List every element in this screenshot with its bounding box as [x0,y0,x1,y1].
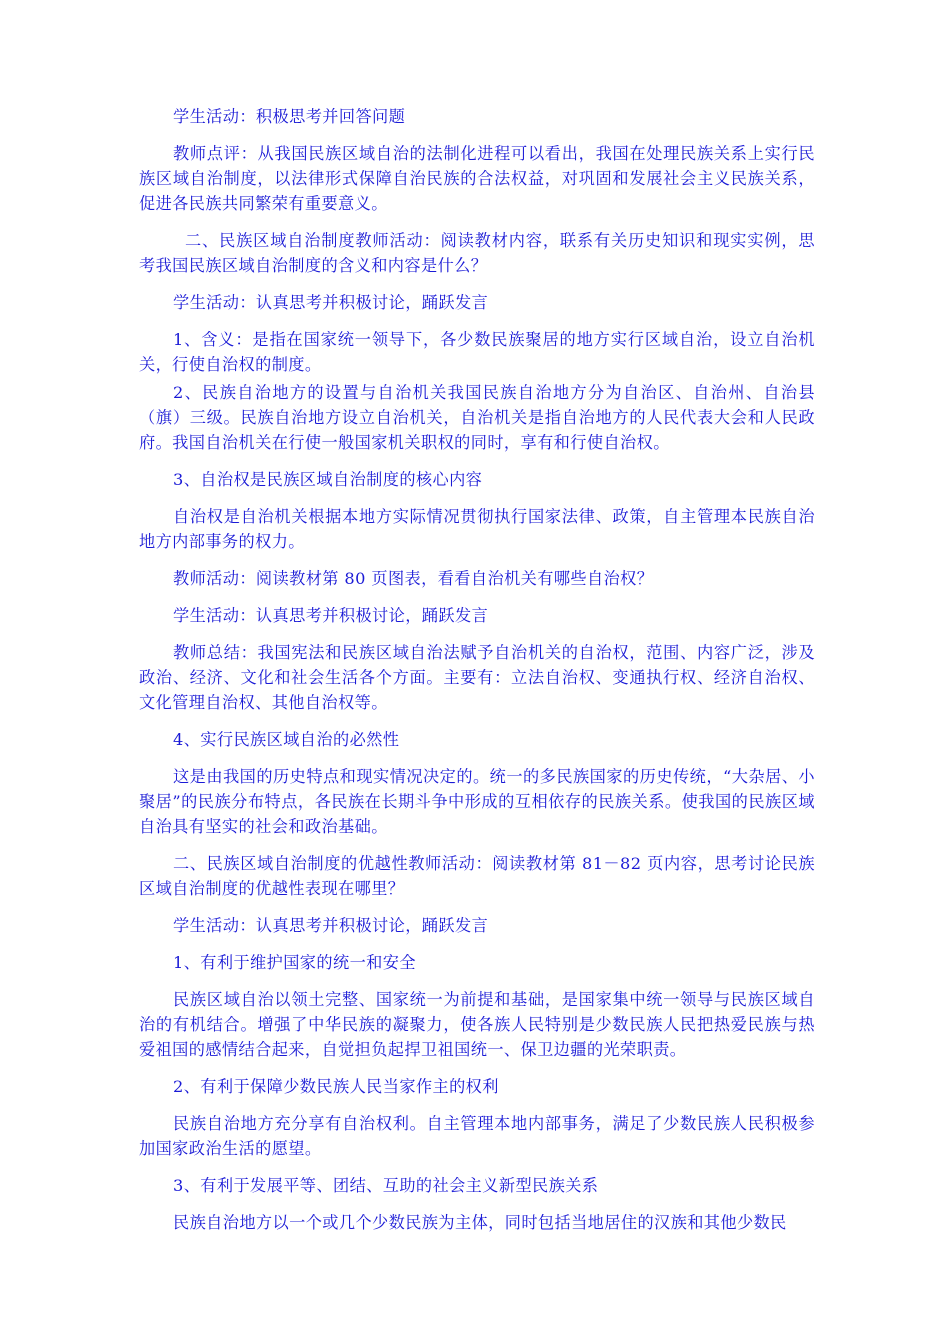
paragraph-unity-body: 民族区域自治以领土完整、国家统一为前提和基础，是国家集中统一领导与民族区域自治的有机结合。增强了中华民族的凝聚力，使各族人民特别是少数民族人民把热爱民族与热爱祖国的感情结合起来，自觉担负起捍卫祖国统一、保卫边疆的光荣职责。 [139,990,815,1059]
paragraph-necessity-heading: 4、实行民族区域自治的必然性 [173,730,400,749]
paragraph-rights-heading: 2、有利于保障少数民族人民当家作主的权利 [173,1077,499,1096]
paragraph-autonomous-areas: 2、民族自治地方的设置与自治机关我国民族自治地方分为自治区、自治州、自治县（旗）三级。民族自治地方设立自治机关，自治机关是指自治地方的人民代表大会和人民政府。我国自治机关在行使一般国家机关职权的同时，享有和行使自治权。 [139,383,815,452]
paragraph-student-activity-2: 学生活动：认真思考并积极讨论，踊跃发言 [173,293,489,312]
paragraph-student-activity-1: 学生活动：积极思考并回答问题 [173,107,406,126]
document-body [139,104,815,1235]
section-heading-system: 二、民族区域自治制度教师活动：阅读教材内容，联系有关历史知识和现实实例，思考我国民族区域自治制度的含义和内容是什么？ [139,231,815,275]
paragraph-meaning: 1、含义：是指在国家统一领导下，各少数民族聚居的地方实行区域自治，设立自治机关，行使自治权的制度。 [139,330,815,374]
paragraph-teacher-activity-80: 教师活动：阅读教材第 80 页图表，看看自治机关有哪些自治权？ [173,569,654,588]
paragraph-teacher-summary: 教师总结：我国宪法和民族区域自治法赋予自治机关的自治权，范围、内容广泛，涉及政治、经济、文化和社会生活各个方面。主要有：立法自治权、变通执行权、经济自治权、文化管理自治权、其他自治权等。 [139,643,815,712]
paragraph-necessity-body: 这是由我国的历史特点和现实情况决定的。统一的多民族国家的历史传统，“大杂居、小聚居”的民族分布特点，各民族在长期斗争中形成的互相依存的民族关系。使我国的民族区域自治具有坚实的社会和政治基础。 [139,767,815,836]
paragraph-unity-heading: 1、有利于维护国家的统一和安全 [173,953,416,972]
paragraph-relations-heading: 3、有利于发展平等、团结、互助的社会主义新型民族关系 [173,1176,599,1195]
paragraph-student-activity-4: 学生活动：认真思考并积极讨论，踊跃发言 [173,916,489,935]
paragraph-autonomy-definition: 自治权是自治机关根据本地方实际情况贯彻执行国家法律、政策，自主管理本民族自治地方内部事务的权力。 [139,507,815,551]
paragraph-teacher-comment: 教师点评：从我国民族区域自治的法制化进程可以看出，我国在处理民族关系上实行民族区域自治制度，以法律形式保障自治民族的合法权益，对巩固和发展社会主义民族关系，促进各民族共同繁荣有重要意义。 [139,144,815,213]
section-heading-superiority: 二、民族区域自治制度的优越性教师活动：阅读教材第 81－82 页内容，思考讨论民族区域自治制度的优越性表现在哪里？ [139,854,815,898]
paragraph-autonomy-core: 3、自治权是民族区域自治制度的核心内容 [173,470,483,489]
paragraph-relations-body: 民族自治地方以一个或几个少数民族为主体，同时包括当地居住的汉族和其他少数民 [173,1213,787,1232]
paragraph-student-activity-3: 学生活动：认真思考并积极讨论，踊跃发言 [173,606,489,625]
paragraph-rights-body: 民族自治地方充分享有自治权利。自主管理本地内部事务，满足了少数民族人民积极参加国家政治生活的愿望。 [139,1114,815,1158]
